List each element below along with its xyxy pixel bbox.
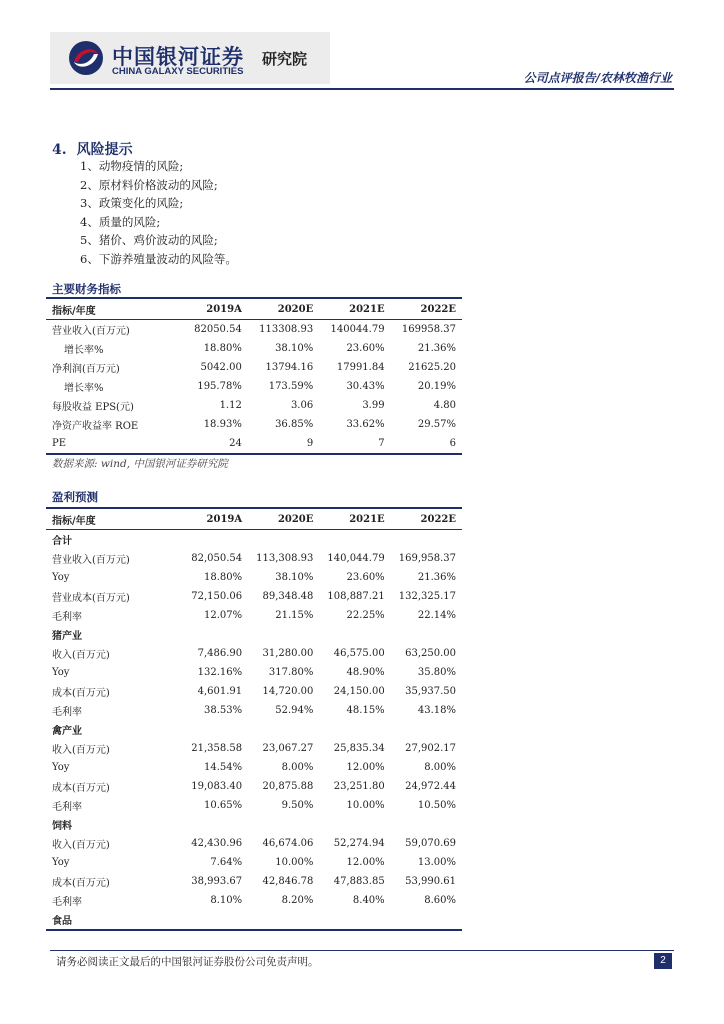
cell-value: 21.15% (275, 610, 314, 621)
row-label: 收入(百万元) (52, 840, 110, 851)
table-row (46, 891, 462, 910)
row-label: Yoy (52, 857, 70, 868)
table-row (46, 396, 462, 415)
risk-item: 5、猪价、鸡价波动的风险; (80, 233, 218, 248)
table-row (46, 834, 462, 853)
profit-forecast-title: 盈利预测 (52, 490, 98, 504)
cell-value: 23,067.27 (262, 743, 314, 754)
section-number: 4. (52, 142, 67, 158)
cell-value: 23,251.80 (333, 781, 385, 792)
cell-value: 33.62% (346, 419, 385, 430)
cell-value: 38.10% (275, 343, 314, 354)
row-label: 毛利率 (52, 897, 82, 908)
cell-value: 169958.37 (401, 324, 456, 335)
cell-value: 21,358.58 (191, 743, 243, 754)
section-row-feed (46, 815, 462, 834)
section-label: 食品 (46, 910, 462, 930)
cell-value: 72,150.06 (191, 591, 243, 602)
row-label: 收入(百万元) (52, 650, 110, 661)
row-label: Yoy (52, 572, 70, 583)
cell-value: 30.43% (346, 381, 385, 392)
table-row (46, 549, 462, 568)
row-label: Yoy (52, 762, 70, 773)
cell-value: 8.00% (281, 762, 314, 773)
cell-value: 169,958.37 (398, 553, 456, 564)
page-header (0, 0, 724, 92)
cell-value: 52,274.94 (333, 838, 385, 849)
row-label: Yoy (52, 667, 70, 678)
row-label: 净资产收益率 ROE (52, 421, 139, 432)
table-row (46, 644, 462, 663)
logo-english-name: CHINA GALAXY SECURITIES (112, 66, 244, 77)
cell-value: 38.53% (203, 705, 243, 716)
cell-value: 24,150.00 (333, 686, 385, 697)
column-header: 2020E (248, 298, 319, 320)
cell-value: 7.64% (210, 857, 243, 868)
risk-item: 3、政策变化的风险; (80, 196, 184, 211)
financial-indicators-table (46, 297, 462, 455)
row-label: 毛利率 (52, 707, 82, 718)
cell-value: 63,250.00 (405, 648, 456, 659)
cell-value: 4,601.91 (197, 686, 243, 697)
cell-value: 8.00% (424, 762, 456, 773)
column-header: 指标/年度 (46, 298, 184, 320)
cell-value: 24,972.44 (405, 781, 456, 792)
cell-value: 36.85% (275, 419, 314, 430)
cell-value: 46,674.06 (262, 838, 314, 849)
cell-value: 42,430.96 (191, 838, 243, 849)
cell-value: 14,720.00 (262, 686, 314, 697)
institute-label: 研究院 (262, 50, 308, 68)
row-label: 增长率% (64, 345, 104, 356)
cell-value: 108,887.21 (327, 591, 385, 602)
footer-divider (50, 950, 674, 951)
row-label: 成本(百万元) (52, 688, 110, 699)
cell-value: 21.36% (417, 343, 456, 354)
row-label: 营业收入(百万元) (52, 555, 130, 566)
cell-value: 132.16% (197, 667, 243, 678)
cell-value: 7,486.90 (197, 648, 243, 659)
cell-value: 21.36% (417, 572, 456, 583)
cell-value: 38.10% (275, 572, 314, 583)
table-row (46, 701, 462, 720)
financial-table-title: 主要财务指标 (52, 282, 121, 296)
footer-disclaimer: 请务必阅读正文最后的中国银河证券股份公司免责声明。 (56, 956, 319, 968)
table-row (46, 758, 462, 777)
column-header: 2020E (248, 508, 319, 530)
cell-value: 8.20% (281, 895, 314, 906)
cell-value: 132,325.17 (398, 591, 456, 602)
row-label: 营业收入(百万元) (52, 326, 130, 337)
column-header: 2019A (184, 298, 248, 320)
cell-value: 8.10% (210, 895, 243, 906)
cell-value: 82,050.54 (191, 553, 243, 564)
cell-value: 140044.79 (330, 324, 385, 335)
section-row-total (46, 530, 462, 550)
cell-value: 27,902.17 (405, 743, 456, 754)
table-row (46, 339, 462, 358)
cell-value: 89,348.48 (262, 591, 314, 602)
cell-value: 23.60% (346, 572, 385, 583)
cell-value: 195.78% (197, 381, 242, 392)
cell-value: 113308.93 (259, 324, 314, 335)
cell-value: 42,846.78 (262, 876, 314, 887)
cell-value: 35,937.50 (405, 686, 456, 697)
company-logo (50, 32, 330, 84)
cell-value: 48.90% (346, 667, 385, 678)
cell-value: 4.80 (433, 400, 456, 411)
table-row (46, 777, 462, 796)
table-row (46, 320, 462, 340)
column-header: 2021E (319, 298, 390, 320)
cell-value: 6 (391, 434, 462, 454)
cell-value: 25,835.34 (333, 743, 385, 754)
header-divider (50, 88, 674, 90)
cell-value: 18.80% (203, 343, 242, 354)
table-row (46, 358, 462, 377)
cell-value: 3.06 (290, 400, 314, 411)
table-row (46, 663, 462, 682)
table-row (46, 739, 462, 758)
cell-value: 52.94% (275, 705, 314, 716)
cell-value: 7 (319, 434, 390, 454)
cell-value: 173.59% (268, 381, 314, 392)
cell-value: 46,575.00 (333, 648, 385, 659)
cell-value: 13.00% (417, 857, 456, 868)
cell-value: 10.00% (346, 800, 385, 811)
table-row (46, 872, 462, 891)
risk-list (80, 157, 237, 269)
section-label: 合计 (52, 536, 72, 547)
cell-value: 17991.84 (336, 362, 385, 373)
cell-value: 12.00% (346, 762, 385, 773)
table-header-row (46, 298, 462, 320)
cell-value: 20.19% (417, 381, 456, 392)
logo-chinese-name: 中国银河证券 (112, 45, 244, 69)
table-row (46, 853, 462, 872)
profit-forecast-table (46, 507, 462, 931)
cell-value: 113,308.93 (256, 553, 314, 564)
row-label: 成本(百万元) (52, 878, 110, 889)
column-header: 2021E (319, 508, 390, 530)
section-title-text: 风险提示 (76, 142, 133, 158)
column-header: 2019A (184, 508, 248, 530)
cell-value: 31,280.00 (262, 648, 314, 659)
section-label: 禽产业 (52, 726, 82, 737)
cell-value: 14.54% (203, 762, 243, 773)
column-header: 指标/年度 (46, 508, 184, 530)
column-header: 2022E (391, 508, 462, 530)
cell-value: 140,044.79 (327, 553, 385, 564)
cell-value: 317.80% (268, 667, 314, 678)
column-header: 2022E (391, 298, 462, 320)
cell-value: 12.07% (203, 610, 243, 621)
cell-value: 12.00% (346, 857, 385, 868)
cell-value: 53,990.61 (405, 876, 456, 887)
table-row (46, 434, 462, 454)
cell-value: 59,070.69 (405, 838, 456, 849)
report-type: 公司点评报告/农林牧渔行业 (523, 71, 672, 85)
cell-value: 43.18% (417, 705, 456, 716)
row-label: 营业成本(百万元) (52, 593, 130, 604)
cell-value: 35.80% (417, 667, 456, 678)
table-row (46, 606, 462, 625)
cell-value: 18.93% (203, 419, 242, 430)
cell-value: 24 (184, 434, 248, 454)
row-label: 增长率% (64, 383, 104, 394)
cell-value: 5042.00 (200, 362, 242, 373)
row-label: 毛利率 (52, 802, 82, 813)
risk-item: 2、原材料价格波动的风险; (80, 177, 218, 192)
cell-value: 3.99 (362, 400, 385, 411)
risk-item: 4、质量的风险; (80, 214, 161, 229)
cell-value: 10.65% (203, 800, 243, 811)
cell-value: 19,083.40 (191, 781, 243, 792)
galaxy-logo-icon (68, 40, 104, 76)
table-row (46, 377, 462, 396)
cell-value: 18.80% (203, 572, 243, 583)
cell-value: 10.50% (417, 800, 456, 811)
table-row (46, 587, 462, 606)
cell-value: 20,875.88 (262, 781, 314, 792)
cell-value: 13794.16 (265, 362, 314, 373)
cell-value: 82050.54 (194, 324, 242, 335)
cell-value: 22.25% (346, 610, 385, 621)
row-label: 毛利率 (52, 612, 82, 623)
cell-value: 47,883.85 (333, 876, 385, 887)
section-label: 饲料 (52, 821, 72, 832)
row-label: 收入(百万元) (52, 745, 110, 756)
cell-value: 8.60% (424, 895, 456, 906)
cell-value: 9.50% (281, 800, 314, 811)
row-label: 成本(百万元) (52, 783, 110, 794)
cell-value: 38,993.67 (191, 876, 243, 887)
cell-value: 21625.20 (408, 362, 456, 373)
cell-value: 1.12 (219, 400, 242, 411)
row-label: 净利润(百万元) (52, 364, 120, 375)
cell-value: 22.14% (417, 610, 456, 621)
risk-section-title (52, 139, 133, 159)
table-header-row (46, 508, 462, 530)
risk-item: 6、下游养殖量波动的风险等。 (80, 251, 237, 266)
risk-item: 1、动物疫情的风险; (80, 159, 184, 173)
section-row-poultry (46, 720, 462, 739)
cell-value: 29.57% (417, 419, 456, 430)
table-row (46, 415, 462, 434)
cell-value: 23.60% (346, 343, 385, 354)
cell-value: 8.40% (352, 895, 385, 906)
cell-value: 48.15% (346, 705, 385, 716)
cell-value: 10.00% (275, 857, 314, 868)
row-label: PE (46, 434, 184, 454)
section-row-food (46, 910, 462, 930)
page-number: 2 (654, 953, 672, 969)
data-source-note: 数据来源: wind, 中国银河证券研究院 (52, 458, 228, 470)
row-label: 每股收益 EPS(元) (52, 402, 134, 413)
table-row (46, 568, 462, 587)
table-row (46, 796, 462, 815)
table-row (46, 682, 462, 701)
section-label: 猪产业 (52, 631, 82, 642)
cell-value: 9 (248, 434, 319, 454)
section-row-pig (46, 625, 462, 644)
